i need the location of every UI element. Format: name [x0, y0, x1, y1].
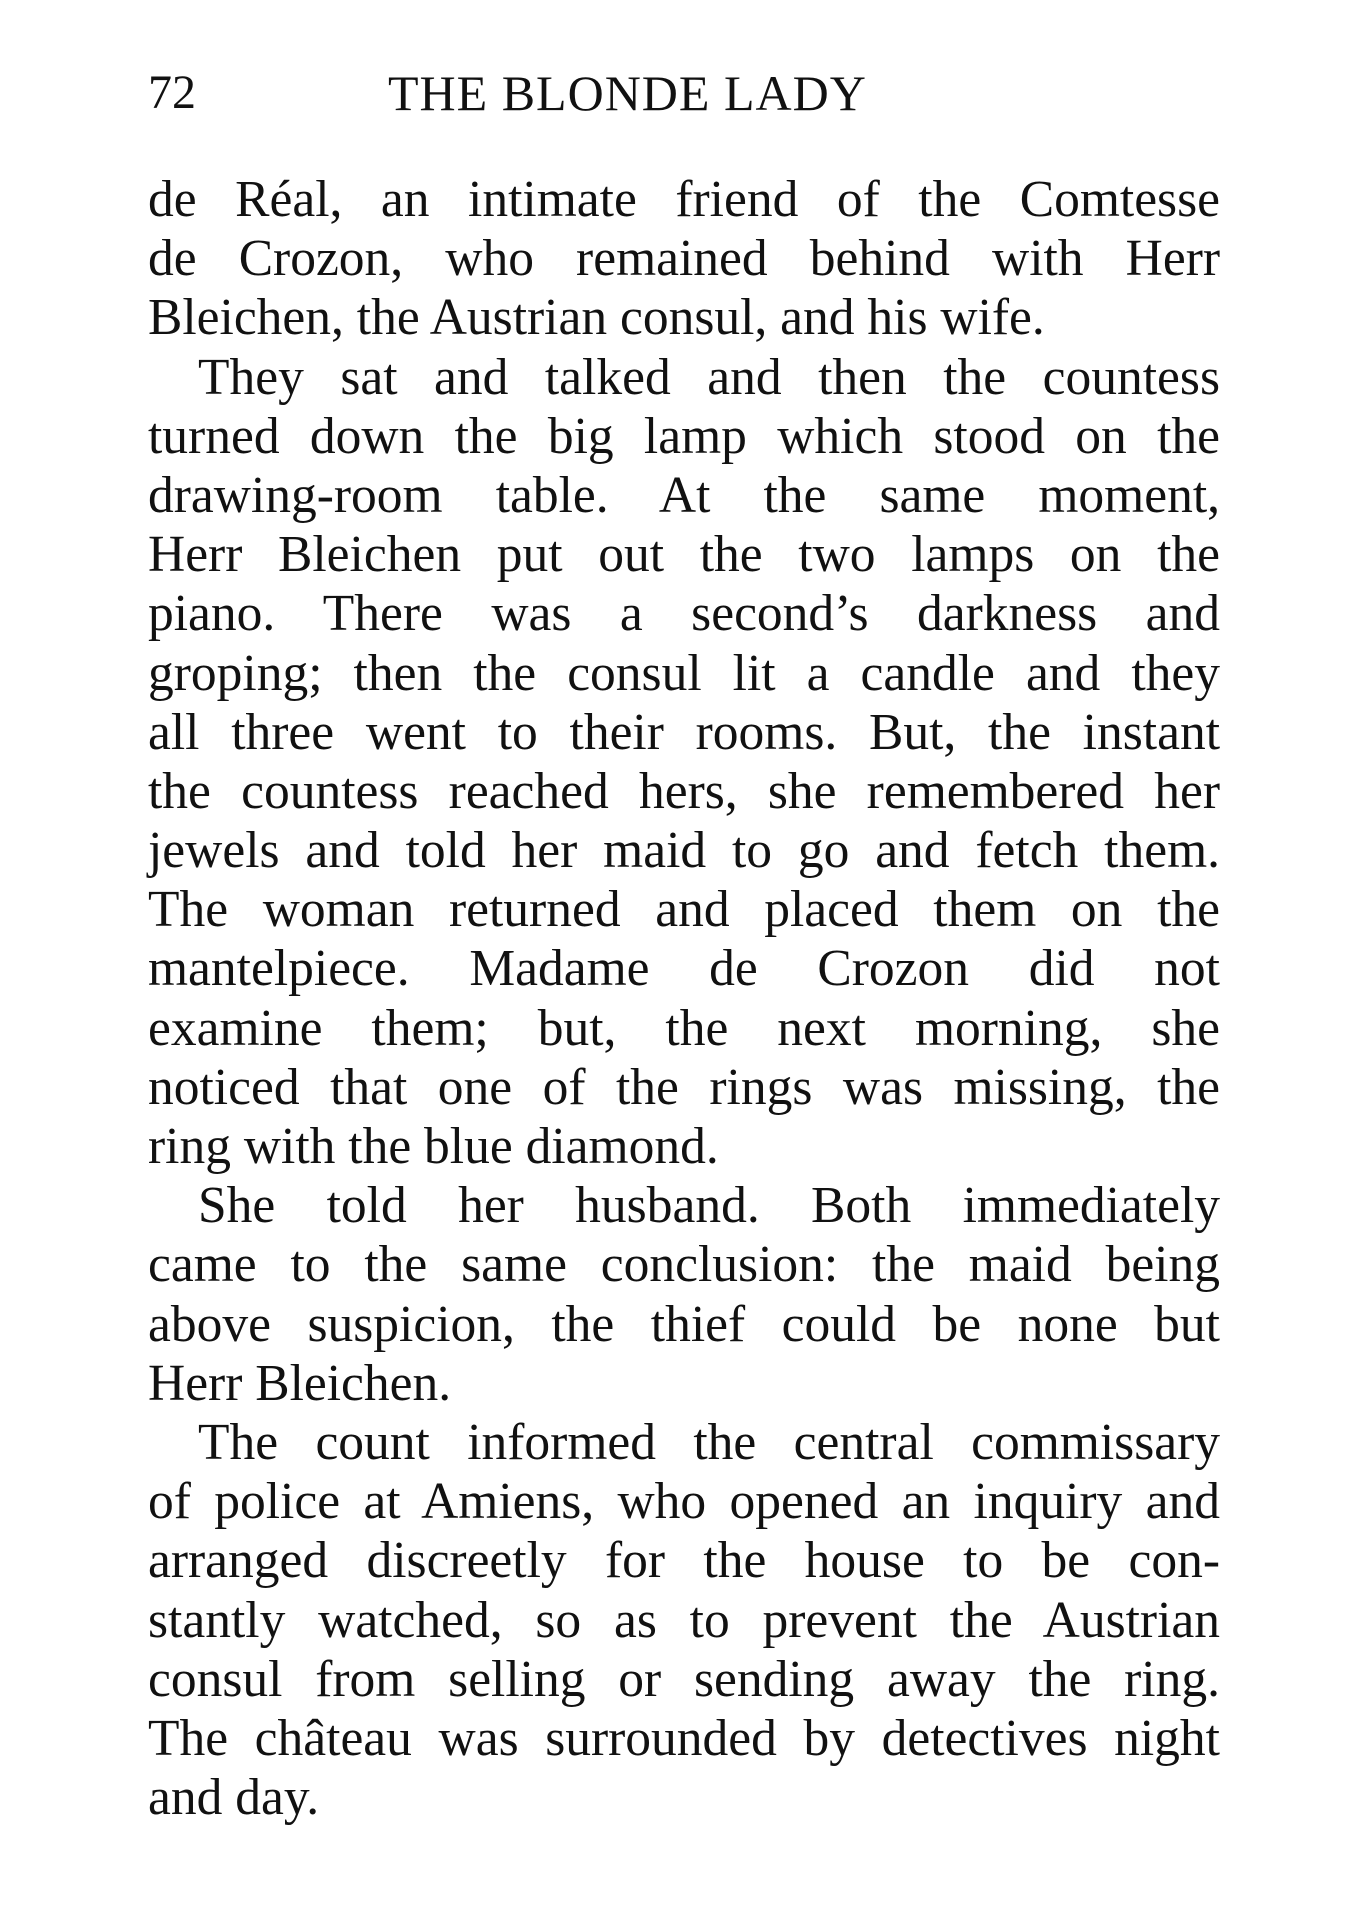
text-line: turned down the big lamp which stood on the: [148, 407, 1220, 465]
text-line: piano. There was a second’s darkness and: [148, 585, 1220, 643]
text-line: arranged discreetly for the house to be con-: [148, 1532, 1220, 1590]
text-line: came to the same conclusion: the maid being: [148, 1236, 1220, 1294]
text-line: ring with the blue diamond.: [148, 1118, 719, 1175]
text-line: Bleichen, the Austrian consul, and his wife.: [148, 289, 1045, 347]
text-line: drawing-room table. At the same moment,: [148, 466, 1220, 524]
text-line: Herr Bleichen put out the two lamps on the: [148, 526, 1220, 584]
text-line: jewels and told her maid to go and fetch them.: [148, 822, 1220, 880]
text-line: Herr Bleichen.: [148, 1354, 452, 1412]
text-line: all three went to their rooms. But, the instant: [148, 703, 1220, 761]
text-line: examine them; but, the next morning, she: [148, 999, 1220, 1057]
paragraph: [148, 348, 1220, 1177]
text-line: The château was surrounded by detectives night: [148, 1709, 1220, 1767]
page-number: 72: [148, 66, 196, 119]
text-line: The count informed the central commissary: [198, 1413, 1220, 1471]
paragraph: [148, 1176, 1220, 1413]
body-text: [148, 170, 1220, 1827]
text-line: and day.: [148, 1769, 320, 1827]
running-title: THE BLONDE LADY: [388, 65, 867, 121]
text-line: She told her husband. Both immediately: [198, 1177, 1220, 1235]
text-line: They sat and talked and then the countess: [198, 348, 1220, 406]
text-line: above suspicion, the thief could be none but: [148, 1295, 1220, 1353]
text-line: The woman returned and placed them on the: [148, 881, 1220, 939]
text-line: noticed that one of the rings was missing, the: [148, 1058, 1220, 1116]
text-line: the countess reached hers, she remembered her: [148, 762, 1220, 820]
text-line: de Réal, an intimate friend of the Comtesse: [148, 171, 1220, 228]
text-line: mantelpiece. Madame de Crozon did not: [148, 940, 1220, 998]
text-line: of police at Amiens, who opened an inquiry and: [148, 1473, 1220, 1531]
running-head: [148, 62, 1220, 124]
text-line: groping; then the consul lit a candle and they: [148, 644, 1220, 702]
text-line: consul from selling or sending away the ring.: [148, 1650, 1220, 1708]
paragraph: [148, 1413, 1220, 1827]
text-line: de Crozon, who remained behind with Herr: [148, 230, 1220, 288]
text-line: stantly watched, so as to prevent the Austrian: [148, 1591, 1220, 1649]
paragraph: [148, 170, 1220, 348]
